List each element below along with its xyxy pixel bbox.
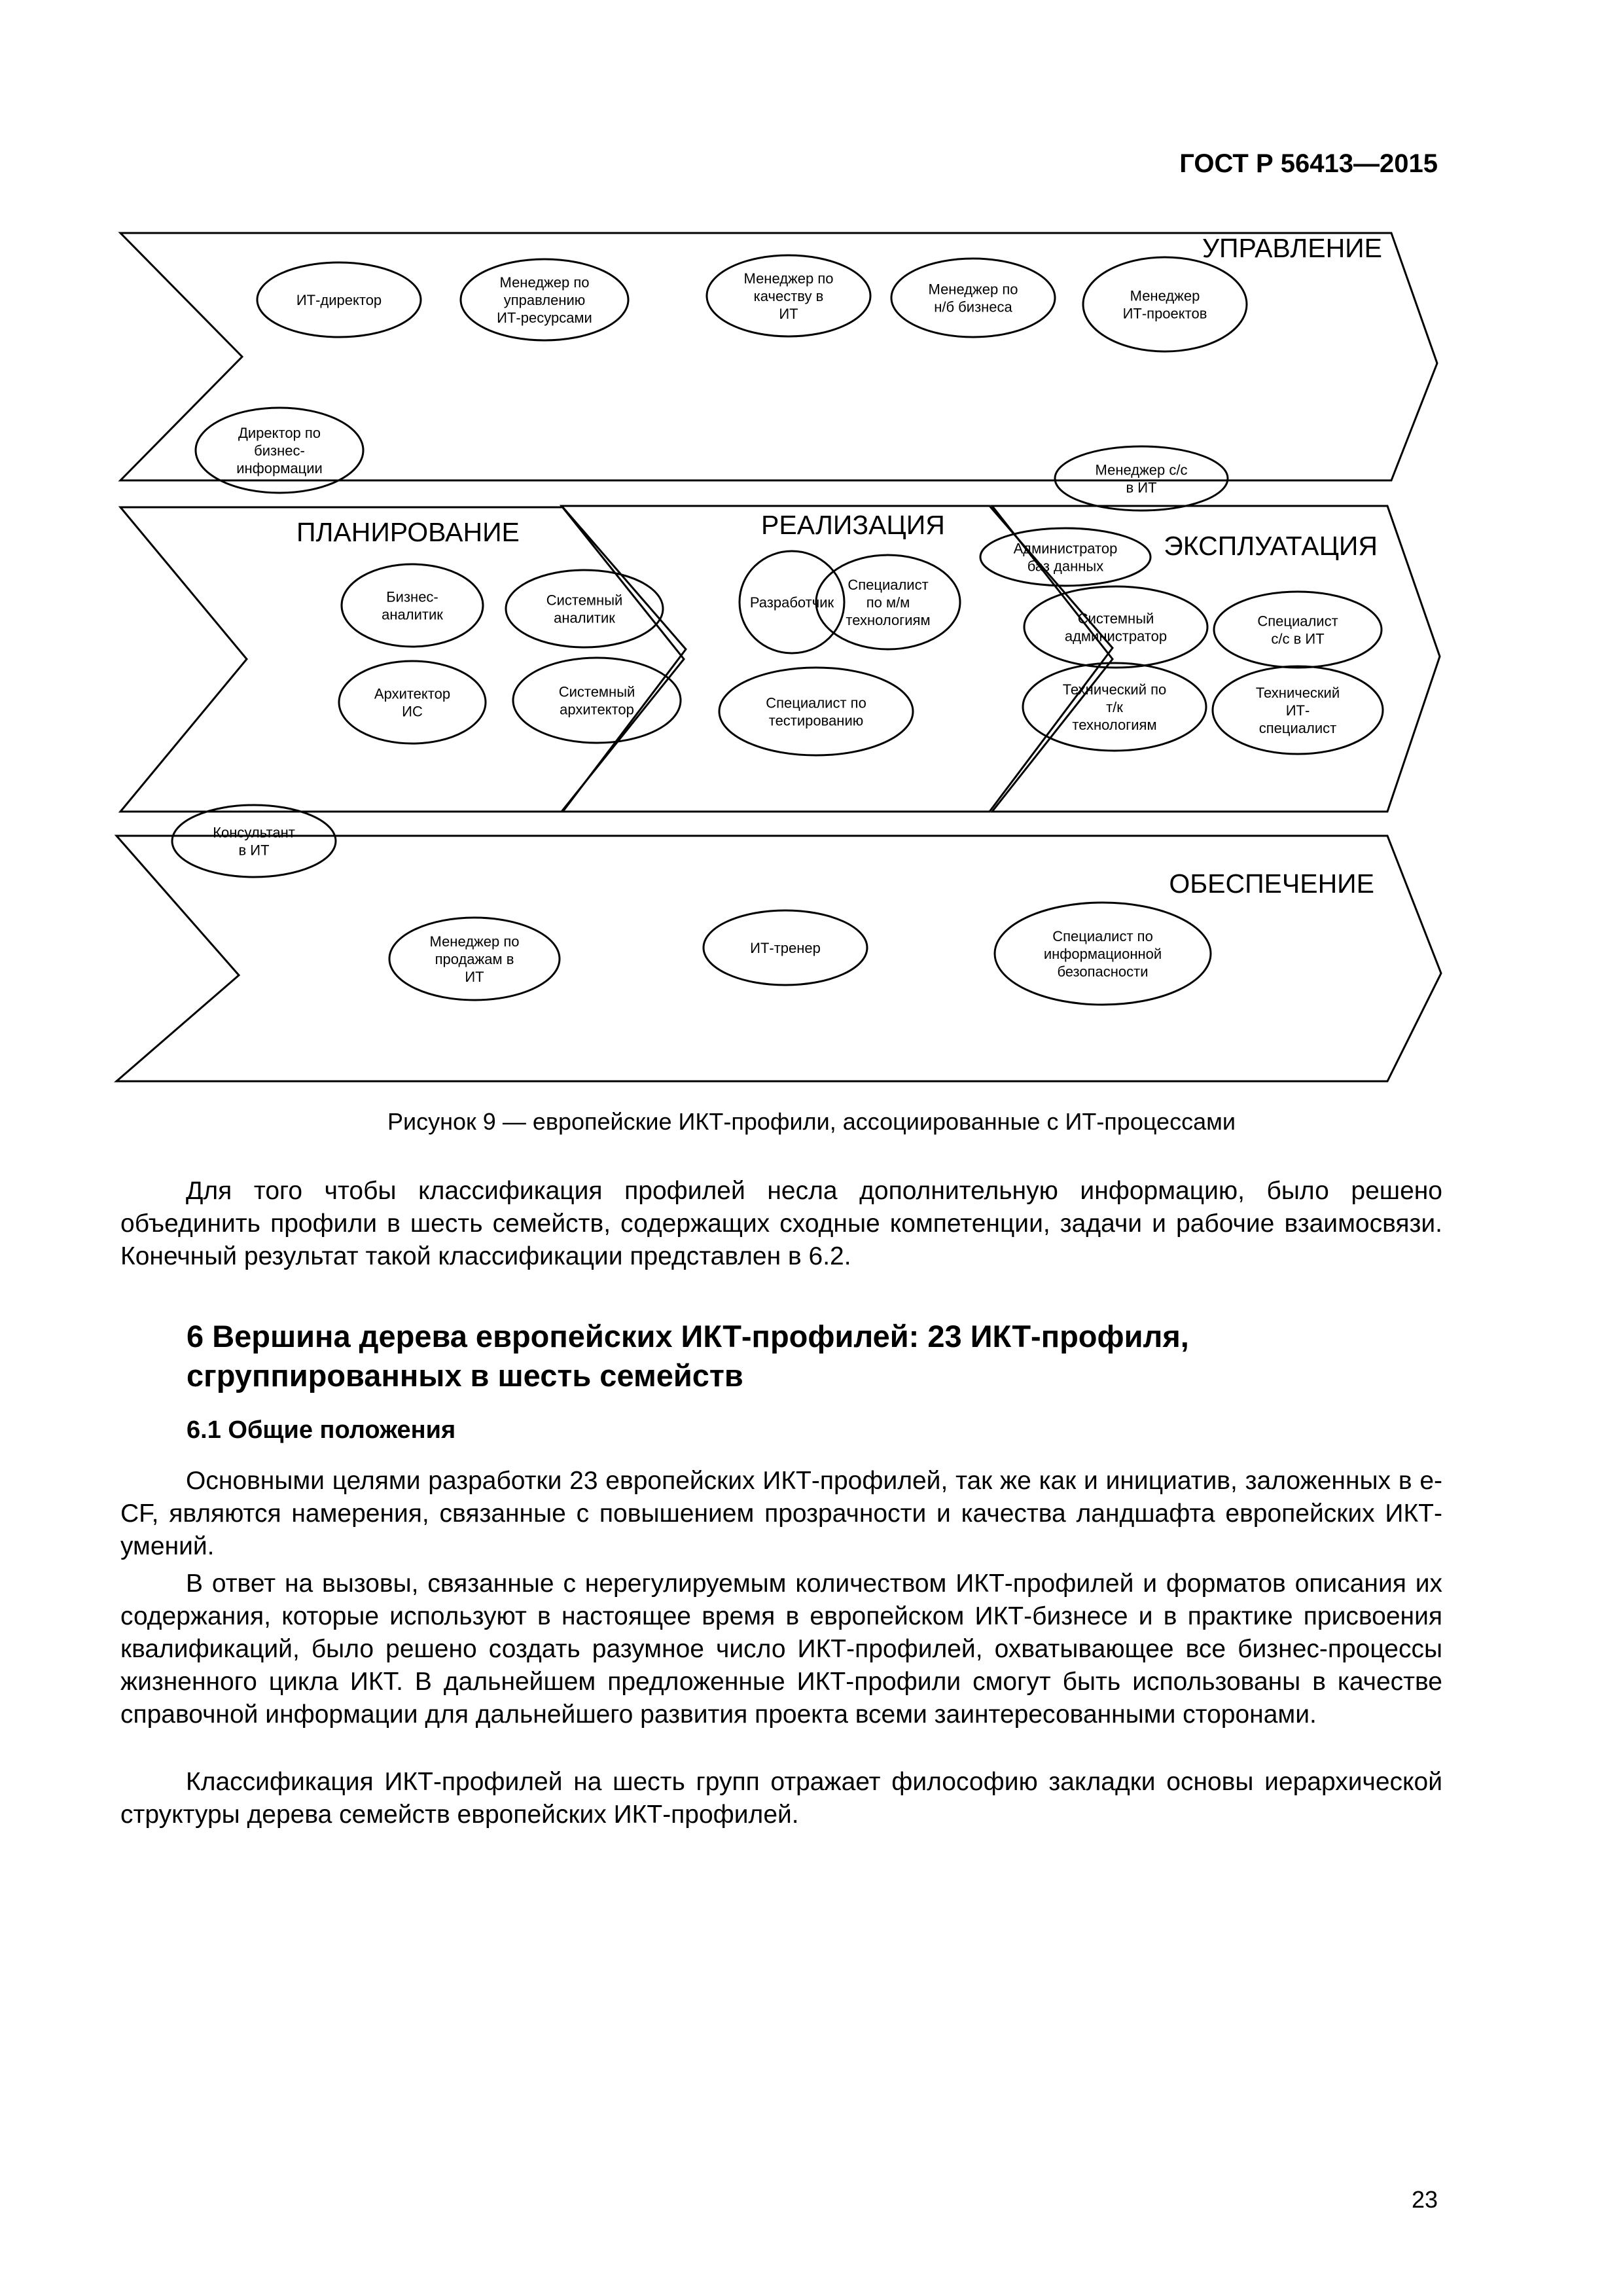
paragraph-3: Классификация ИКТ-профилей на шесть групп отражает философию закладки основы иерархической структуры дерева семейств европейских ИКТ-профилей. (120, 1768, 1442, 1829)
profile-service-specialist-label: с/с в ИТ (1271, 630, 1325, 647)
profile-test-specialist-ellipse (719, 668, 913, 755)
profile-it-resources-manager-label: Менеджер по (499, 274, 590, 291)
profile-business-analyst-label: Бизнес- (386, 588, 438, 605)
profile-sys-admin-ellipse (1024, 586, 1207, 668)
it-process-diagram (0, 0, 1623, 1100)
profile-test-specialist-label: Специалист по (766, 694, 866, 711)
profile-service-specialist-label: Специалист (1257, 613, 1338, 630)
profile-tech-it-specialist-label: ИТ- (1285, 702, 1310, 719)
profile-it-consultant-ellipse (172, 805, 336, 877)
profile-systems-analyst-label: аналитик (554, 609, 615, 626)
profile-is-architect-label: ИС (402, 703, 423, 720)
profile-service-manager-label: в ИТ (1126, 479, 1157, 496)
band-planning (120, 507, 686, 812)
profile-it-consultant-label: Консультант (213, 824, 295, 841)
profile-is-architect-label: Архитектор (374, 685, 451, 702)
profile-service-specialist-ellipse (1214, 592, 1382, 668)
profile-business-analyst-ellipse (342, 564, 483, 647)
profile-it-resources-manager-label: управлению (503, 292, 586, 308)
band-title-support: ОБЕСПЕЧЕНИЕ (1169, 869, 1374, 899)
profile-it-projects-manager-label: Менеджер (1130, 287, 1200, 304)
profile-quality-manager-label: качеству в (753, 288, 824, 304)
document-code: ГОСТ Р 56413—2015 (1179, 149, 1438, 178)
profile-systems-analyst-label: Системный (546, 592, 623, 609)
paragraph-1: Основными целями разработки 23 европейских ИКТ-профилей, так же как и инициатив, заложенных в e-CF, являются намерения, связанные с повышением прозрачности и качества ландшафта европейских ИКТ-умений. (120, 1467, 1442, 1560)
profile-systems-analyst-ellipse (506, 570, 663, 647)
profile-sales-manager-label: продажам в (435, 951, 514, 967)
profile-bi-director-label: информации (236, 460, 323, 476)
profile-it-director-label: ИТ-директор (296, 292, 382, 308)
profile-mm-specialist-label: по м/м (866, 594, 910, 611)
profile-business-manager-ellipse (891, 259, 1055, 337)
profile-db-admin-label: баз данных (1027, 558, 1104, 575)
profile-systems-architect-ellipse (513, 658, 681, 743)
profile-test-specialist-label: тестированию (768, 712, 864, 729)
profile-tech-it-specialist-label: специалист (1258, 720, 1337, 736)
profile-tech-tk-label: технологиям (1072, 717, 1157, 733)
profile-it-resources-manager-label: ИТ-ресурсами (497, 310, 592, 326)
profile-it-consultant-label: в ИТ (238, 842, 270, 859)
profile-business-manager-label: н/б бизнеса (934, 298, 1012, 315)
profile-infosec-specialist-label: Специалист по (1052, 928, 1153, 944)
profile-systems-architect-label: Системный (558, 683, 635, 700)
profile-sys-admin-label: Системный (1077, 610, 1154, 627)
band-title-management: УПРАВЛЕНИЕ (1202, 233, 1382, 263)
profile-sys-admin-label: администратор (1064, 628, 1168, 645)
paragraph-2: В ответ на вызовы, связанные с нерегулируемым количеством ИКТ-профилей и форматов описания их содержания, которые используют в настоящее время в европейском ИКТ-бизнесе и в практике присвоения квалификаций, было решено создать разумное число ИКТ-профилей, охватывающее все бизнес-процессы жизненного цикла ИКТ. В дальнейшем предложенные ИКТ-профили смогут быть использованы в качестве справочной информации для дальнейшего развития проекта всеми заинтересованными сторонами. (120, 1570, 1442, 1729)
profile-business-manager-label: Менеджер по (928, 281, 1018, 298)
profile-service-manager-ellipse (1055, 446, 1228, 511)
profile-bi-director-label: бизнес- (254, 442, 305, 459)
figure-caption: Рисунок 9 — европейские ИКТ-профили, ассоциированные с ИТ-процессами (387, 1108, 1236, 1135)
profile-service-manager-label: Менеджер с/с (1095, 461, 1188, 478)
page-number: 23 (1411, 2186, 1438, 2213)
profile-tech-it-specialist-label: Технический (1255, 685, 1340, 701)
profile-quality-manager-label: ИТ (779, 306, 798, 322)
profile-developer-label: Разработчик (749, 594, 834, 611)
profile-infosec-specialist-label: информационной (1043, 946, 1162, 962)
profile-mm-specialist-label: технологиям (846, 612, 931, 628)
profile-systems-architect-label: архитектор (560, 701, 634, 718)
profile-it-projects-manager-ellipse (1083, 257, 1247, 351)
profile-it-projects-manager-label: ИТ-проектов (1122, 305, 1207, 322)
profile-tech-tk-label: т/к (1106, 699, 1123, 715)
section-title: 6 Вершина дерева европейских ИКТ-профилей: 23 ИКТ-профиля, сгруппированных в шесть семейств (187, 1319, 1189, 1393)
profile-infosec-specialist-label: безопасности (1057, 963, 1149, 980)
band-title-operation: ЭКСПЛУАТАЦИЯ (1164, 531, 1378, 561)
profile-business-analyst-label: аналитик (382, 606, 443, 623)
band-title-realization: РЕАЛИЗАЦИЯ (761, 510, 945, 540)
profile-sales-manager-label: ИТ (465, 969, 484, 985)
subsection-title: 6.1 Общие положения (187, 1416, 456, 1444)
profile-mm-specialist-label: Специалист (847, 577, 929, 593)
profile-tech-tk-label: Технический по (1062, 681, 1167, 698)
intro-paragraph: Для того чтобы классификация профилей несла дополнительную информацию, было решено объединить профили в шесть семейств, содержащих сходные компетенции, задачи и рабочие взаимосвязи. Конечный результат такой классификации представлен в 6.2. (120, 1177, 1442, 1270)
profile-bi-director-label: Директор по (238, 425, 321, 441)
profile-quality-manager-label: Менеджер по (743, 270, 834, 287)
profile-is-architect-ellipse (339, 661, 486, 744)
profile-it-trainer-label: ИТ-тренер (750, 940, 821, 956)
profile-sales-manager-label: Менеджер по (429, 933, 520, 950)
profile-db-admin-label: Администратор (1013, 540, 1118, 557)
band-title-planning: ПЛАНИРОВАНИЕ (296, 517, 520, 547)
profile-db-admin-ellipse (980, 528, 1150, 586)
